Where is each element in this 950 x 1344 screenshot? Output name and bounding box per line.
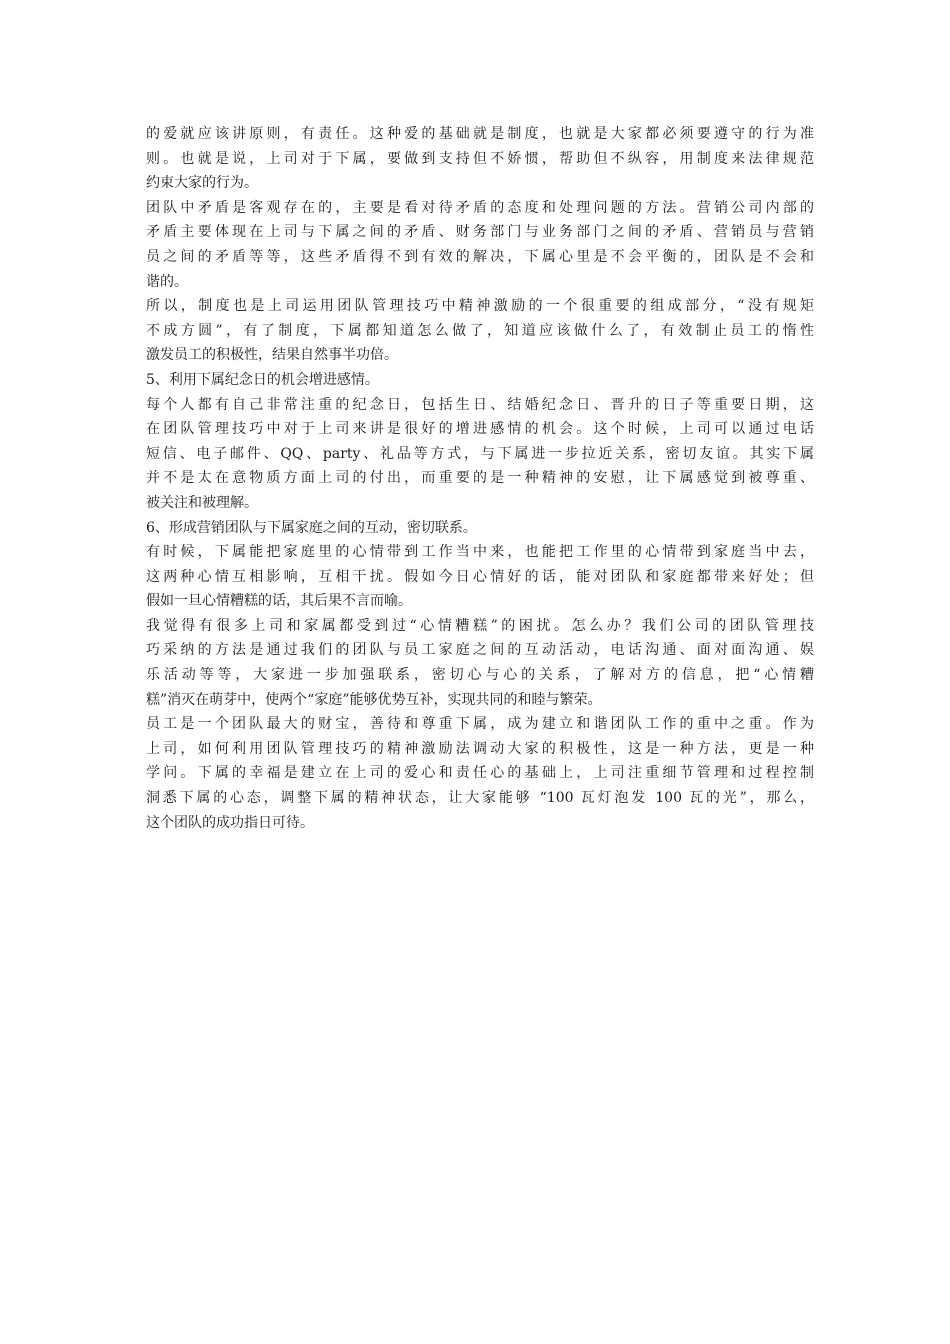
paragraph-line: 团队中矛盾是客观存在的，主要是看对待矛盾的态度和处理问题的方法。营销公司内部的 — [146, 199, 814, 216]
paragraph-line: 这个团队的成功指日可待。 — [146, 814, 314, 831]
paragraph-line: 谐的。 — [146, 273, 188, 290]
paragraph-line: 不成方圆”，有了制度，下属都知道怎么做了，知道应该做什么了，有效制止员工的惰性 — [146, 322, 814, 339]
paragraph-line: 上司，如何利用团队管理技巧的精神激励法调动大家的积极性，这是一种方法，更是一种 — [146, 740, 814, 757]
document-body — [146, 122, 814, 835]
paragraph-line: 所以，制度也是上司运用团队管理技巧中精神激励的一个很重要的组成部分，“没有规矩 — [146, 298, 814, 315]
paragraph-line: 假如一旦心情糟糕的话，其后果不言而喻。 — [146, 593, 412, 610]
section-heading-5 — [146, 368, 814, 393]
paragraph-line: 有时候，下属能把家庭里的心情带到工作当中来，也能把工作里的心情带到家庭当中去， — [146, 544, 814, 561]
paragraph-line: 洞悉下属的心态，调整下属的精神状态，让大家能够 “100 瓦灯泡发 100 瓦的光”，那么， — [146, 790, 814, 807]
paragraph-line: 每个人都有自己非常注重的纪念日，包括生日、结婚纪念日、晋升的日子等重要日期，这 — [146, 396, 814, 413]
paragraph-5 — [146, 393, 814, 516]
section-heading-line: 6、形成营销团队与下属家庭之间的互动，密切联系。 — [146, 519, 477, 536]
paragraph-line: 短信、电子邮件、QQ、party、礼品等方式，与下属进一步拉近关系，密切友谊。其实下属 — [146, 445, 814, 462]
paragraph-line: 约束大家的行为。 — [146, 175, 258, 192]
paragraph-line: 则。也就是说，上司对于下属，要做到支持但不娇惯，帮助但不纵容，用制度来法律规范 — [146, 150, 814, 167]
paragraph-line: 员之间的矛盾等等，这些矛盾得不到有效的解决，下属心里是不会平衡的，团队是不会和 — [146, 248, 814, 265]
paragraph-line: 乐活动等等，大家进一步加强联系，密切心与心的关系，了解对方的信息，把“心情糟 — [146, 667, 814, 684]
paragraph-line: 巧采纳的方法是通过我们的团队与员工家庭之间的互动活动，电话沟通、面对面沟通、娱 — [146, 642, 814, 659]
paragraph-line: 并不是太在意物质方面上司的付出，而重要的是一种精神的安慰，让下属感觉到被尊重、 — [146, 470, 814, 487]
paragraph-7 — [146, 540, 814, 614]
paragraph-line: 学问。下属的幸福是建立在上司的爱心和责任心的基础上，上司注重细节管理和过程控制 — [146, 765, 814, 782]
paragraph-line: 这两种心情互相影响，互相干扰。假如今日心情好的话，能对团队和家庭都带来好处；但 — [146, 568, 814, 585]
paragraph-line: 被关注和被理解。 — [146, 494, 258, 511]
paragraph-3 — [146, 294, 814, 368]
paragraph-8 — [146, 614, 814, 712]
paragraph-line: 的爱就应该讲原则，有责任。这种爱的基础就是制度，也就是大家都必须要遵守的行为准 — [146, 126, 814, 142]
paragraph-2 — [146, 196, 814, 294]
section-heading-6 — [146, 516, 814, 541]
paragraph-line: 在团队管理技巧中对于上司来讲是很好的增进感情的机会。这个时候，上司可以通过电话 — [146, 421, 814, 438]
paragraph-line: 糕”消灭在萌芽中，使两个“家庭”能够优势互补，实现共同的和睦与繁荣。 — [146, 691, 602, 708]
section-heading-line: 5、利用下属纪念日的机会增进感情。 — [146, 371, 379, 388]
paragraph-line: 激发员工的积极性，结果自然事半功倍。 — [146, 347, 398, 364]
paragraph-line: 我觉得有很多上司和家属都受到过“心情糟糕”的困扰。怎么办？我们公司的团队管理技 — [146, 617, 814, 634]
paragraph-1 — [146, 122, 814, 196]
paragraph-line: 员工是一个团队最大的财宝，善待和尊重下属，成为建立和谐团队工作的重中之重。作为 — [146, 716, 814, 733]
paragraph-9 — [146, 712, 814, 835]
paragraph-line: 矛盾主要体现在上司与下属之间的矛盾、财务部门与业务部门之间的矛盾、营销员与营销 — [146, 224, 814, 241]
